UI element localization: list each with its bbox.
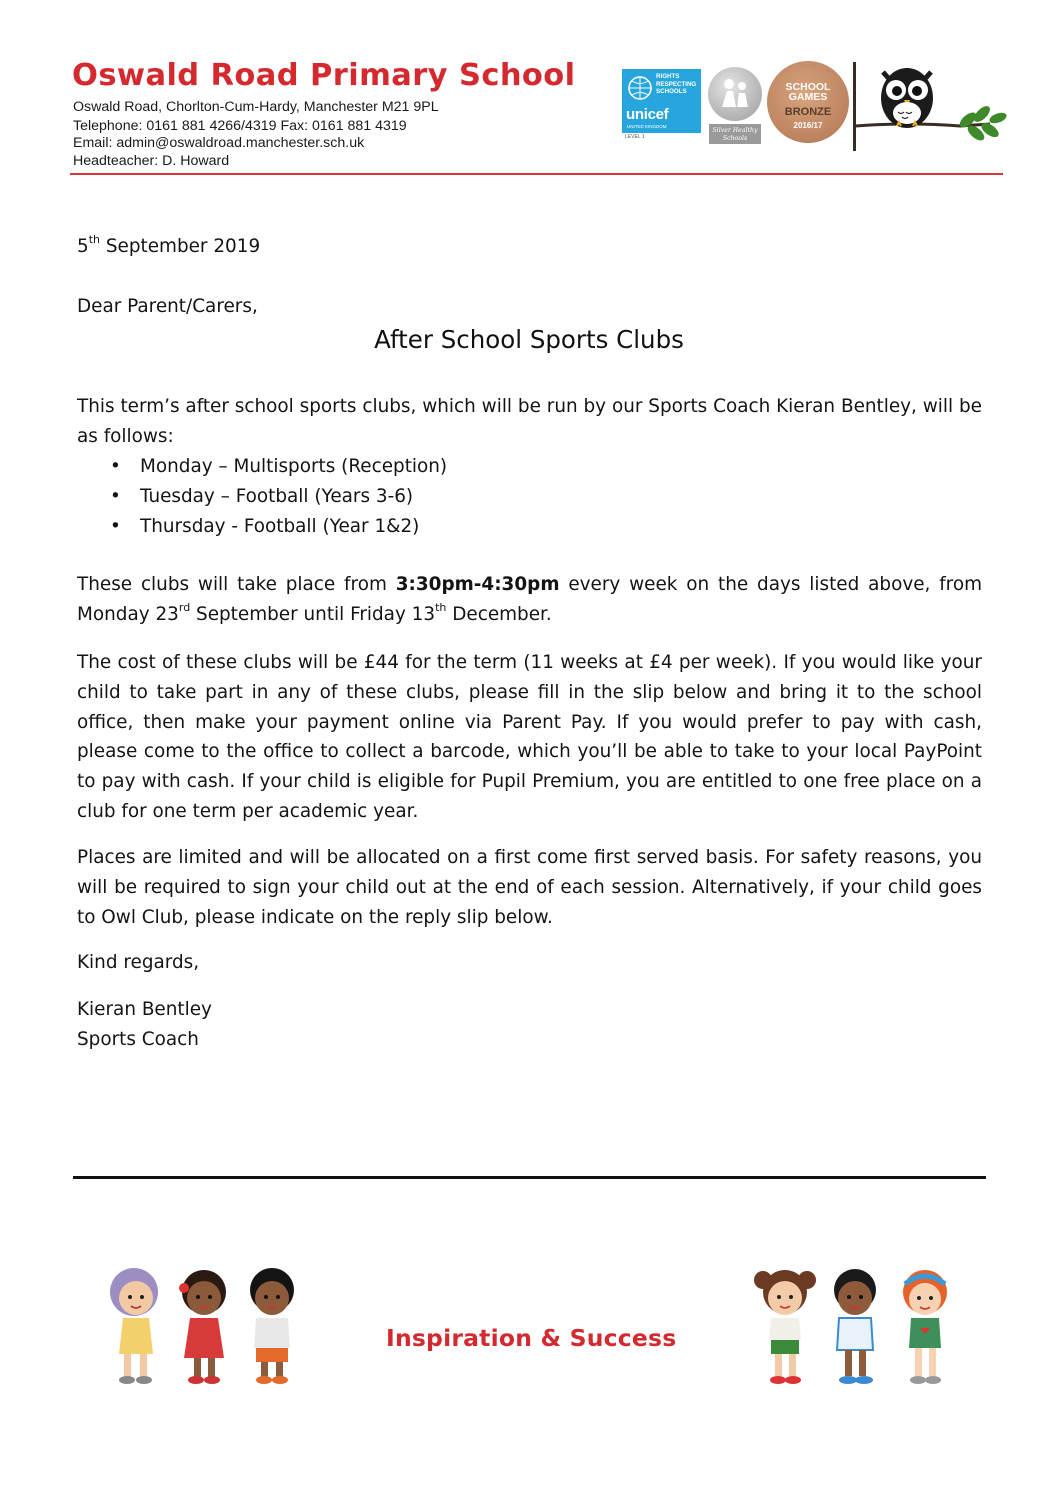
signature-title: Sports Coach [77,1029,199,1050]
cost-paragraph: The cost of these clubs will be £44 for the term (11 weeks at £4 per week). If you would like your child to take part in any of these clubs, please fill in the slip below and bring it to the school office, then make your payment online via Parent Pay. If you would prefer to pay with cash, please come to the office to collect a barcode, which you’ll be able to take to your local PayPoint to pay with cash. If your child is eligible for Pupil Premium, you are entitled to one free place on a club for one term per academic year. [77,652,982,822]
intro-paragraph: This term’s after school sports clubs, which will be run by our Sports Coach Kieran Bentley, will be as follows: [77,396,982,447]
globe-icon [626,73,654,103]
letter-date [77,232,261,257]
date-day: 5 [77,236,89,257]
reply-slip-divider [73,1176,986,1179]
school-email: Email: admin@oswaldroad.manchester.sch.uk [73,135,365,151]
date-suffix: th [88,232,100,246]
closing: Kind regards, [77,952,200,973]
clubs-list [110,452,447,542]
children-illustration-right [745,1262,967,1390]
schedule-tail: December. [446,603,552,625]
children-icon [96,1262,311,1390]
school-address: Oswald Road, Chorlton-Cum-Hardy, Manchester M21 9PL [73,99,439,115]
rights-respecting-text: RIGHTS RESPECTING SCHOOLS [656,73,697,95]
silver-award-label [709,124,761,144]
unicef-text: unicef [626,106,669,123]
schedule-time: 3:30pm-4:30pm [395,574,560,595]
school-games-level: BRONZE [784,106,832,118]
silver-award-text: Silver Healthy Schools [712,127,758,142]
school-games-text [767,82,849,102]
schedule-mid: every week on the days listed above, from Monday 23 [77,574,982,625]
letter-title: After School Sports Clubs [374,325,684,354]
headteacher: Headteacher: D. Howard [73,153,230,169]
school-games-line1: SCHOOL [785,81,831,93]
figures-icon [708,67,762,121]
greeting: Dear Parent/Carers, [77,296,258,317]
unicef-sub-text: UNITED KINGDOM [627,124,667,129]
schedule-mid2: September until Friday 13 [190,603,436,625]
date-rest: September 2019 [100,236,261,257]
school-name: Oswald Road Primary School [72,58,576,93]
school-games-line2: GAMES [788,91,828,103]
school-motto: Inspiration & Success [386,1324,677,1352]
list-item: • Thursday - Football (Year 1&2) [110,512,447,542]
letterhead-divider [70,173,1003,175]
rrs-level: LEVEL 1 [625,134,645,140]
children-icon [745,1262,967,1390]
schedule-paragraph [77,570,982,630]
end-date-suffix: th [435,600,447,614]
places-paragraph: Places are limited and will be allocated on a first come first served basis. For safety reasons, you will be required to sign your child out at the end of each session. Alternatively, if your child goes to Owl Club, please indicate on the reply slip below. [77,847,982,928]
school-games-year: 2016/17 [793,121,823,130]
signature-name: Kieran Bentley [77,999,212,1020]
schedule-lead: These clubs will take place from [77,574,396,595]
list-item: • Tuesday – Football (Years 3-6) [110,482,447,512]
start-date-suffix: rd [178,600,191,614]
school-telephone: Telephone: 0161 881 4266/4319 Fax: 0161 881 4319 [73,118,407,134]
owl-icon [850,60,1010,155]
silver-award-badge [708,67,762,121]
school-games-badge [767,61,849,143]
children-illustration-left [96,1262,311,1390]
list-item: • Monday – Multisports (Reception) [110,452,447,482]
owl-emblem [850,60,1010,155]
rights-respecting-badge [622,69,701,133]
